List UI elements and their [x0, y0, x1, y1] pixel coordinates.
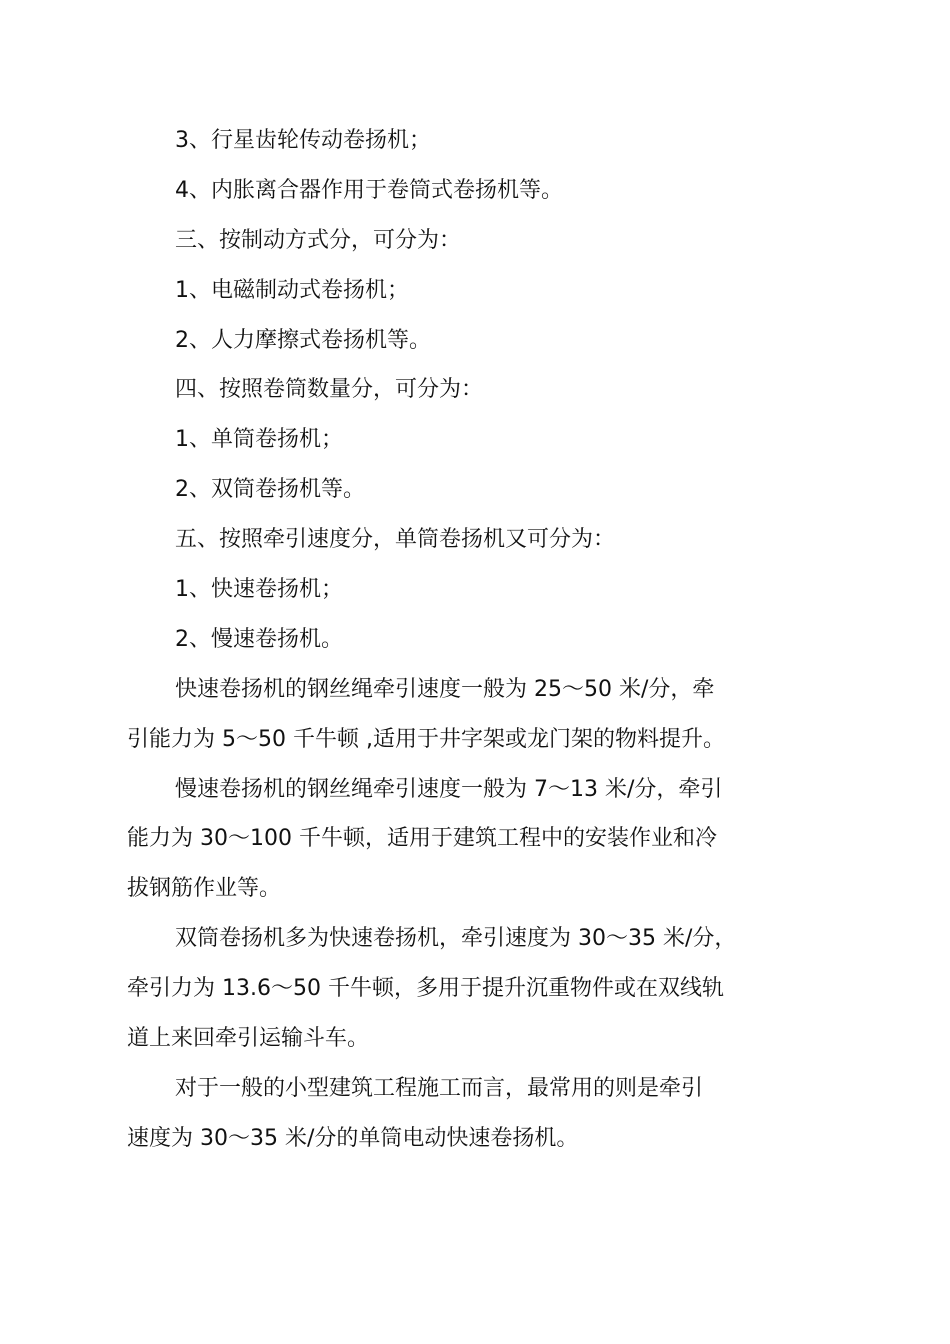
- section-heading: 四、按照卷筒数量分，可分为：: [175, 377, 484, 403]
- section-heading: 三、按制动方式分，可分为：: [175, 227, 462, 253]
- paragraph-fast-winch: [127, 665, 755, 765]
- paragraph-slow-winch: [127, 765, 755, 915]
- paragraph-line: 慢速卷扬机的钢丝绳牵引速度一般为 7～13 米/分，牵引: [175, 776, 723, 802]
- list-item: 2、双筒卷扬机等。: [175, 477, 365, 503]
- list-item: 1、快速卷扬机；: [175, 577, 343, 603]
- paragraph-line: 拔钢筋作业等。: [127, 876, 282, 902]
- paragraph-line: 对于一般的小型建筑工程施工而言，最常用的则是牵引: [175, 1075, 704, 1101]
- paragraph-common-usage: [127, 1064, 755, 1164]
- list-item: 3、行星齿轮传动卷扬机；: [175, 128, 431, 153]
- paragraph-line: 双筒卷扬机多为快速卷扬机，牵引速度为 30～35 米/分，: [175, 926, 737, 952]
- list-item: 2、人力摩擦式卷扬机等。: [175, 327, 431, 353]
- list-item: 4、内胀离合器作用于卷筒式卷扬机等。: [175, 177, 563, 203]
- list-item: 1、电磁制动式卷扬机；: [175, 277, 409, 303]
- paragraph-line: 快速卷扬机的钢丝绳牵引速度一般为 25～50 米/分，牵: [175, 676, 715, 702]
- list-item: 2、慢速卷扬机。: [175, 626, 343, 652]
- document-body: [127, 116, 755, 1164]
- paragraph-double-drum-winch: [127, 914, 755, 1064]
- paragraph-line: 速度为 30～35 米/分的单筒电动快速卷扬机。: [127, 1125, 579, 1151]
- paragraph-line: 能力为 30～100 千牛顿，适用于建筑工程中的安装作业和冷: [127, 826, 717, 852]
- paragraph-line: 道上来回牵引运输斗车。: [127, 1026, 370, 1052]
- paragraph-line: 引能力为 5～50 千牛顿 ,适用于井字架或龙门架的物料提升。: [127, 726, 725, 752]
- paragraph-line: 牵引力为 13.6～50 千牛顿，多用于提升沉重物件或在双线轨: [127, 976, 724, 1002]
- list-item: 1、单筒卷扬机；: [175, 427, 343, 453]
- section-heading: 五、按照牵引速度分，单筒卷扬机又可分为：: [175, 527, 616, 553]
